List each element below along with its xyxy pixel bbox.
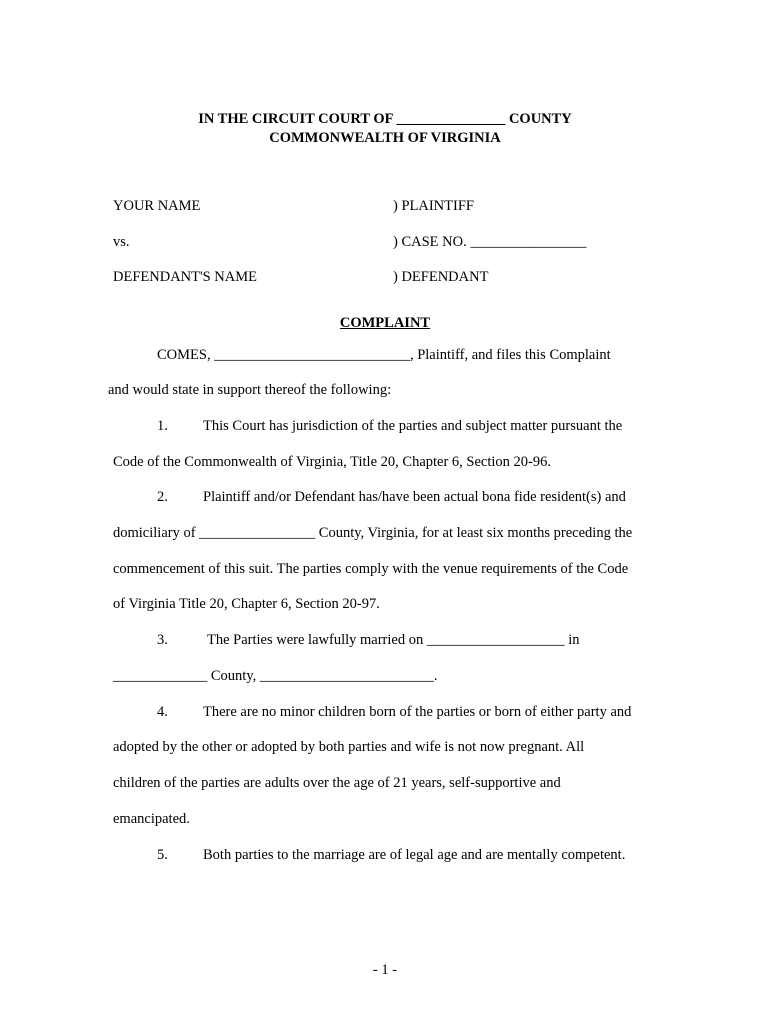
paragraph-2-line-1: Plaintiff and/or Defendant has/have been actual bona fide resident(s) and <box>203 489 626 505</box>
paragraph-3-line-1: The Parties were lawfully married on ___________________ in <box>207 632 580 648</box>
paragraph-2-line-4: of Virginia Title 20, Chapter 6, Section 20-97. <box>113 596 380 612</box>
court-header-line2: COMMONWEALTH OF VIRGINIA <box>269 130 501 146</box>
paragraph-2-line-3: commencement of this suit. The parties comply with the venue requirements of the Code <box>113 561 629 577</box>
case-number: ) CASE NO. ________________ <box>393 234 587 250</box>
plaintiff-role: ) PLAINTIFF <box>393 198 474 214</box>
versus-label: vs. <box>113 234 130 250</box>
defendant-role: ) DEFENDANT <box>393 269 489 285</box>
paragraph-2-number: 2. <box>157 489 168 505</box>
paragraph-2-line-2: domiciliary of ________________ County, Virginia, for at least six months preceding the <box>113 525 633 541</box>
paragraph-5-number: 5. <box>157 847 168 863</box>
document-title: COMPLAINT <box>339 315 431 331</box>
plaintiff-name: YOUR NAME <box>113 198 201 214</box>
paragraph-4-number: 4. <box>157 704 168 720</box>
paragraph-4-line-3: children of the parties are adults over the age of 21 years, self-supportive and <box>113 775 561 791</box>
defendant-name: DEFENDANT'S NAME <box>113 269 257 285</box>
paragraph-4-line-1: There are no minor children born of the parties or born of either party and <box>203 704 632 720</box>
page-number: - 1 - <box>372 962 398 978</box>
paragraph-1-line-2: Code of the Commonwealth of Virginia, Title 20, Chapter 6, Section 20-96. <box>113 454 551 470</box>
paragraph-3-number: 3. <box>157 632 168 648</box>
paragraph-4-line-4: emancipated. <box>113 811 190 827</box>
intro-line-1: COMES, ___________________________, Plaintiff, and files this Complaint <box>157 347 611 363</box>
intro-line-2: and would state in support thereof the following: <box>108 382 392 398</box>
paragraph-5-line-1: Both parties to the marriage are of legal age and are mentally competent. <box>203 847 626 863</box>
court-header-line1: IN THE CIRCUIT COURT OF _______________ COUNTY <box>198 111 572 127</box>
paragraph-1-line-1: This Court has jurisdiction of the parties and subject matter pursuant the <box>203 418 623 434</box>
paragraph-4-line-2: adopted by the other or adopted by both parties and wife is not now pregnant. All <box>113 739 585 755</box>
paragraph-3-line-2: _____________ County, ________________________. <box>113 668 438 684</box>
paragraph-1-number: 1. <box>157 418 168 434</box>
